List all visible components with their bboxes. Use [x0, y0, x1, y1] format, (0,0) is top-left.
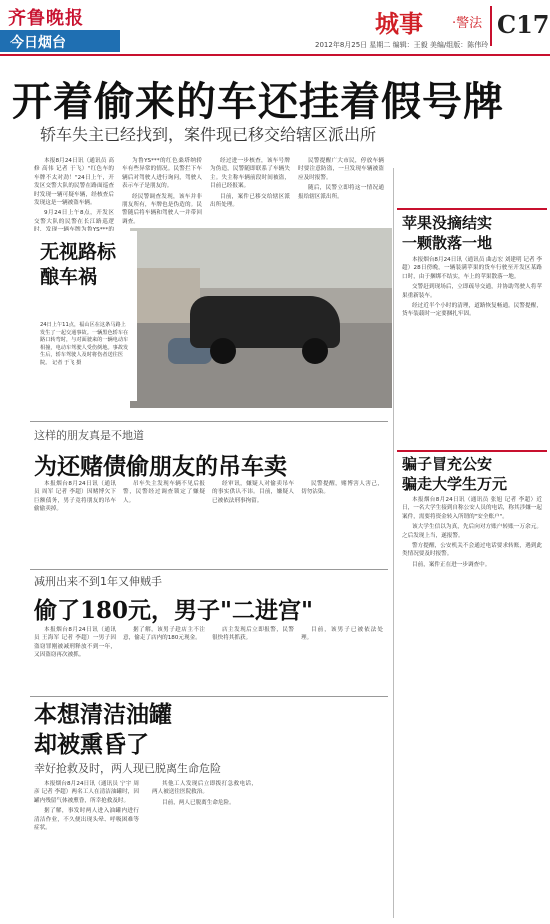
- article-paragraph: 本报烟台8月24日讯（通讯员 周军 记者 李超）因赌博欠下巨额债务，男子竟将朋友的吊车偷偷卖掉。: [34, 481, 116, 513]
- article3-column: [212, 626, 294, 694]
- inset-headline-text: 无视路标 酿车祸: [40, 241, 117, 288]
- sidebar-rule: [397, 450, 547, 452]
- section-divider: [30, 569, 388, 570]
- article-paragraph: 民警提醒，赌博害人害己，切勿沾染。: [301, 481, 383, 496]
- article4-headline: [34, 700, 172, 760]
- sidebar-paragraph: 目前，案件正在进一步调查中。: [412, 561, 491, 568]
- article-paragraph: 吊车失主发现车辆不见后报警，民警经过调查锁定了嫌疑人。: [123, 481, 205, 504]
- article3-column: [301, 626, 383, 694]
- article4-column: [34, 780, 139, 918]
- sidebar-paragraph: 本报烟台8月24日讯（通讯员 曲志宏 刘建明 记者 李超）28日傍晚，一辆装满苹果的货车行驶至开发区某路口时，由于捆绑不结实，车上的苹果散落一地。: [402, 257, 542, 280]
- article2-column: [301, 480, 383, 572]
- lead-paragraph: 民警提醒广大市民，停放车辆时要注意防盗，一旦发现车辆被盗应及时报警。: [298, 158, 384, 181]
- section-subtitle: ·警法: [452, 16, 483, 31]
- article3-column: [34, 626, 116, 694]
- lead-column-2: [122, 157, 202, 227]
- lead-paragraph: 目前，案件已移交给辖区派出所处理。: [210, 193, 290, 209]
- article-paragraph: 据了解，事发时两人进入油罐内进行清洁作业，不久便出现头晕、呼吸困难等症状。: [34, 808, 139, 832]
- article4-kicker: 幸好抢救及时，两人现已脱离生命危险: [34, 762, 221, 775]
- lead-column-4: [298, 157, 384, 227]
- article2-kicker: 这样的朋友真是不地道: [34, 429, 144, 442]
- sidebar-headline-2: [402, 454, 507, 494]
- inset-body: 24日上午11点，福山区在这条马路上发生了一起交通事故。一辆黑色轿车在路口转弯时，与对面驶来的一辆电动车相撞，电动车驾驶人受伤倒地。事故发生后，轿车驾驶人及时将伤者送往医院。 记者 于飞 摄: [40, 322, 129, 366]
- masthead-rule: [0, 54, 550, 56]
- article-paragraph: 目前，该男子已被依法处理。: [301, 627, 383, 642]
- article2-column: [212, 480, 294, 572]
- lead-paragraph: 随后，民警立即将这一情况通报给辖区派出所。: [298, 185, 384, 200]
- article-paragraph: 目前，两人已脱离生命危险。: [162, 799, 235, 806]
- article4-column: [152, 780, 257, 918]
- article-paragraph: 店主发现后立即报警，民警很快将其抓获。: [212, 627, 294, 642]
- article-paragraph: 其他工人发现后立即拨打急救电话，两人被送往医院救治。: [152, 781, 257, 796]
- newspaper-brand: 齐鲁晚报: [8, 8, 84, 29]
- sidebar-headline-1-text: 苹果没摘结实 一颗散落一地: [402, 214, 493, 252]
- sidebar-paragraph: 该大学生信以为真，先后向对方账户转账一万余元。之后发现上当，遂报警。: [402, 524, 542, 539]
- article2-column: [123, 480, 205, 572]
- lead-column-3: [210, 157, 290, 227]
- article2-headline: 为还赌债偷朋友的吊车卖: [34, 453, 287, 480]
- sidebar-paragraph: 交警赶到现场后，立即疏导交通，并协助驾驶人将苹果重新装车。: [402, 284, 542, 299]
- sidebar-paragraph: 警方提醒，公安机关不会通过电话要求转账，遇到此类情况要及时报警。: [402, 543, 542, 558]
- inset-headline: [40, 240, 116, 290]
- lead-paragraph: 为鲁YS***的红色桑塔纳轿车有些异常的情况。民警拦下车辆后对驾驶人进行询问，驾驶人表示车子是朋友的。: [122, 158, 202, 190]
- article4-column: [270, 780, 385, 918]
- lead-paragraph: 经过进一步核查，该车号牌为伪造，民警随即联系了车辆失主。失主称车辆前段时间被盗，目前已经报案。: [210, 158, 290, 190]
- lead-column-1: [34, 157, 114, 227]
- article4-headline-text: 本想清洁油罐 却被熏昏了: [34, 701, 172, 758]
- article-paragraph: 据了解，该男子趁店主不注意，偷走了店内的180元现金。: [123, 627, 205, 642]
- section-divider: [30, 421, 388, 422]
- dateline: 2012年8月25日 星期二 编辑：王毅 美编/组版：陈伟玲: [315, 41, 489, 49]
- article-paragraph: 经审讯，嫌疑人对偷卖吊车的事实供认不讳。目前，嫌疑人已被依法刑事拘留。: [212, 481, 294, 504]
- edition-label: 今日烟台: [10, 35, 66, 51]
- photo-wheel: [210, 338, 236, 364]
- article3-headline: 偷了180元，男子"二进宫": [34, 597, 313, 624]
- sidebar-rule: [397, 208, 547, 210]
- photo-wheel: [302, 338, 328, 364]
- sidebar-paragraph: 本报烟台8月24日讯（通讯员 张旭 记者 李超）近日，一名大学生接到自称公安人员的电话，称其涉嫌一起案件，需要将资金转入所谓的"安全账户"。: [402, 497, 542, 520]
- sidebar-body-1: [402, 256, 542, 446]
- article3-kicker: 减刑出来不到1年又伸贼手: [34, 575, 162, 588]
- sidebar-headline-2-text: 骗子冒充公安 骗走大学生万元: [402, 455, 508, 493]
- lead-headline: 开着偷来的车还挂着假号牌: [12, 78, 504, 125]
- sidebar-paragraph: 经过近半个小时的清理，道路恢复畅通。民警提醒，货车装载时一定要捆扎牢固。: [402, 303, 542, 318]
- lead-subhead: 轿车失主已经找到，案件现已移交给辖区派出所: [40, 125, 377, 144]
- lead-paragraph: 本报8月24日讯（通讯员 高修 高伟 记者 于飞）"红色车的车牌不太对劲！"24日上午，开发区交警大队的民警在路面巡查时发现一辆可疑车辆，经核查后发现这是一辆被盗车辆。: [34, 158, 114, 207]
- article2-column: [34, 480, 116, 572]
- lead-paragraph: 9月24日上午8点，开发区交警大队的民警在长江路巡逻: [34, 210, 114, 225]
- section-title: 城事: [375, 9, 423, 38]
- page-number: C17: [497, 10, 550, 39]
- sidebar-body-2: [402, 496, 542, 916]
- article-paragraph: 本报烟台8月24日讯（通讯员 宁宇 周彦 记者 李超）两名工人在清洁油罐时，因罐内残留气体被熏昏，所幸抢救及时。: [34, 781, 139, 804]
- lead-paragraph: 经民警调查发现，该车并非朋友所有，车牌也是伪造的。民警随后将车辆和驾驶人一并带回调查。: [122, 193, 202, 225]
- accident-photo: [130, 228, 392, 408]
- sidebar-headline-1: [402, 213, 492, 253]
- article-paragraph: 本报烟台8月24日讯（通讯员 王海军 记者 李超）一男子因盗窃罪刚被减刑释放不到一年，又因盗窃再次被抓。: [34, 627, 116, 659]
- article3-column: [123, 626, 205, 694]
- section-divider: [30, 696, 388, 697]
